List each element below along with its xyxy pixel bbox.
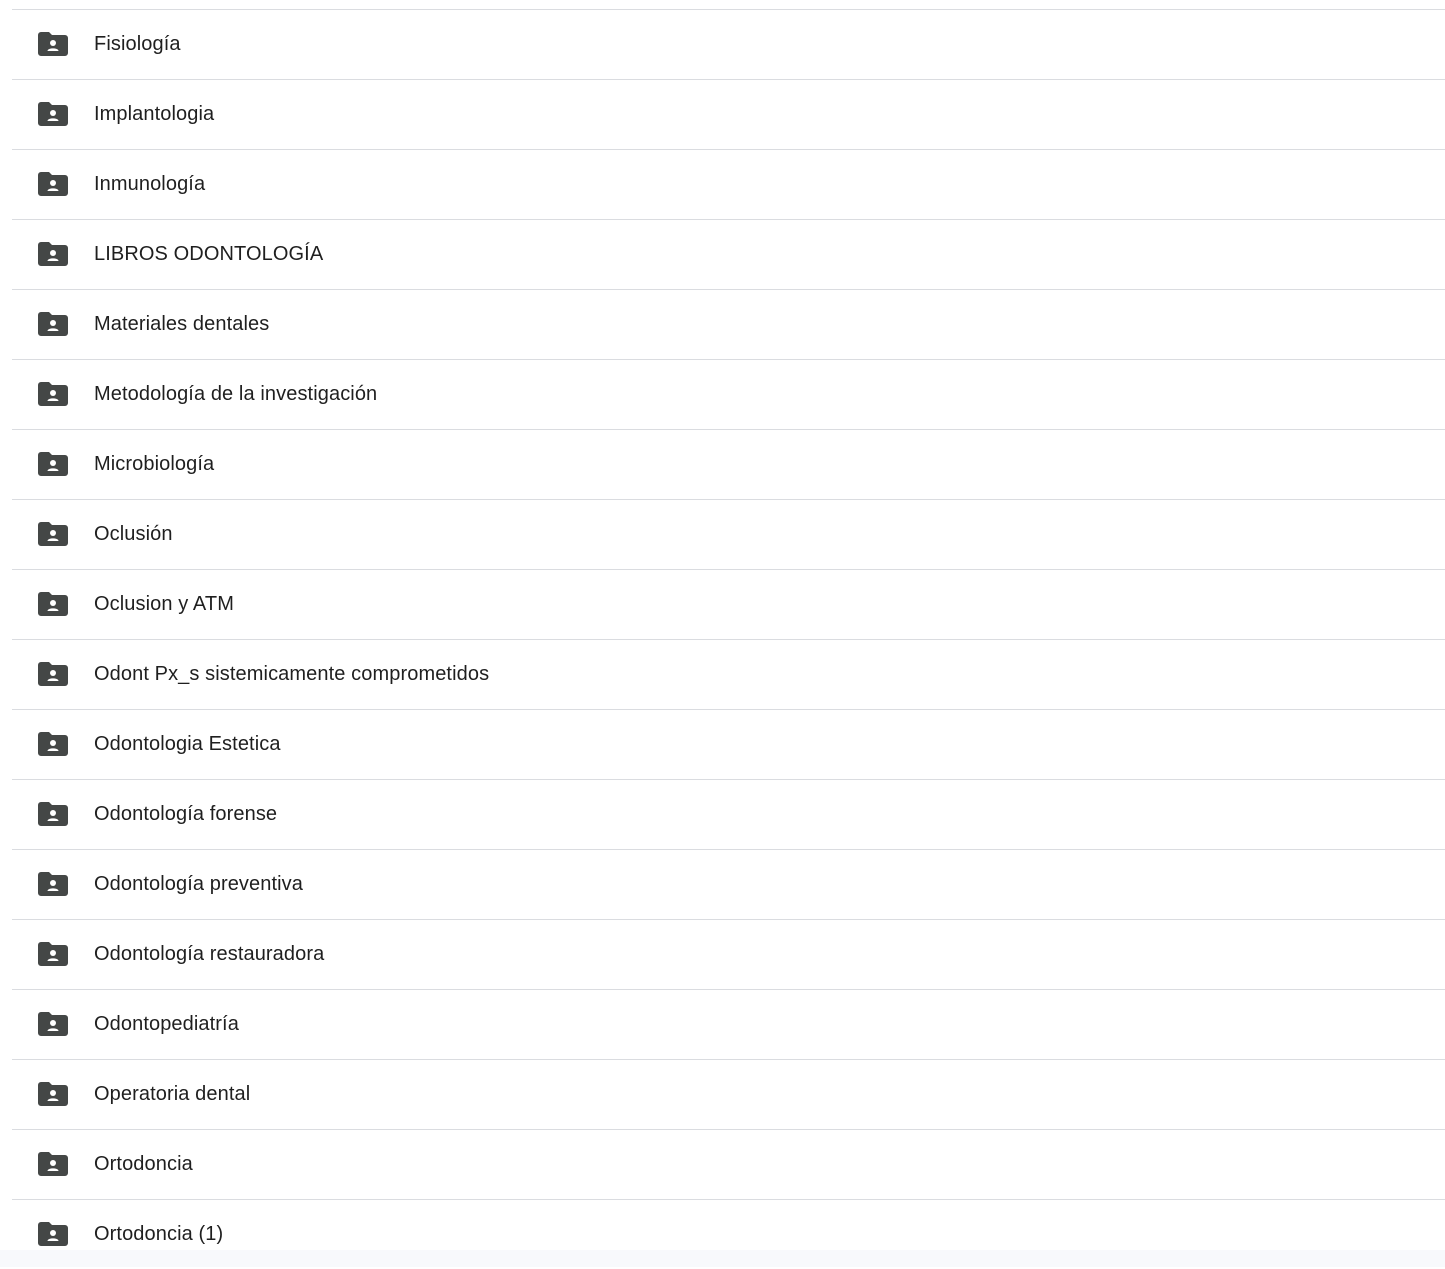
- folder-row[interactable]: [12, 1129, 1445, 1199]
- folder-row[interactable]: [12, 919, 1445, 989]
- shared-folder-icon: [38, 592, 68, 616]
- folder-name: Inmunología: [94, 173, 206, 195]
- folder-name: Operatoria dental: [94, 1083, 251, 1105]
- shared-folder-icon: [38, 732, 68, 756]
- folder-row[interactable]: [12, 149, 1445, 219]
- folder-list: [12, 9, 1445, 1269]
- shared-folder-icon: [38, 1222, 68, 1246]
- shared-folder-icon: [38, 312, 68, 336]
- folder-name: LIBROS ODONTOLOGÍA: [94, 243, 324, 265]
- shared-folder-icon: [38, 522, 68, 546]
- folder-row[interactable]: [12, 359, 1445, 429]
- folder-row[interactable]: [12, 709, 1445, 779]
- shared-folder-icon: [38, 382, 68, 406]
- shared-folder-icon: [38, 872, 68, 896]
- folder-name: Oclusión: [94, 523, 173, 545]
- folder-row[interactable]: [12, 79, 1445, 149]
- folder-row[interactable]: [12, 499, 1445, 569]
- shared-folder-icon: [38, 452, 68, 476]
- shared-folder-icon: [38, 662, 68, 686]
- shared-folder-icon: [38, 172, 68, 196]
- folder-row[interactable]: [12, 429, 1445, 499]
- folder-name: Odontopediatría: [94, 1013, 239, 1035]
- folder-row[interactable]: [12, 219, 1445, 289]
- folder-name: Fisiología: [94, 33, 181, 55]
- shared-folder-icon: [38, 1082, 68, 1106]
- folder-name: Oclusion y ATM: [94, 593, 234, 615]
- shared-folder-icon: [38, 1152, 68, 1176]
- folder-name: Metodología de la investigación: [94, 383, 378, 405]
- folder-row[interactable]: [12, 989, 1445, 1059]
- folder-row[interactable]: [12, 779, 1445, 849]
- shared-folder-icon: [38, 242, 68, 266]
- folder-name: Microbiología: [94, 453, 215, 475]
- folder-row[interactable]: [12, 289, 1445, 359]
- folder-name: Odontología forense: [94, 803, 278, 825]
- folder-name: Ortodoncia (1): [94, 1223, 224, 1245]
- shared-folder-icon: [38, 102, 68, 126]
- shared-folder-icon: [38, 942, 68, 966]
- folder-name: Materiales dentales: [94, 313, 270, 335]
- folder-name: Odontología restauradora: [94, 943, 325, 965]
- folder-name: Ortodoncia: [94, 1153, 193, 1175]
- folder-row[interactable]: [12, 569, 1445, 639]
- folder-name: Odontología preventiva: [94, 873, 304, 895]
- folder-row[interactable]: [12, 1059, 1445, 1129]
- bottom-bar: [0, 1250, 1445, 1267]
- folder-name: Odont Px_s sistemicamente comprometidos: [94, 663, 490, 685]
- folder-name: Odontologia Estetica: [94, 733, 281, 755]
- folder-row[interactable]: [12, 9, 1445, 79]
- folder-row[interactable]: [12, 639, 1445, 709]
- folder-name: Implantologia: [94, 103, 215, 125]
- shared-folder-icon: [38, 32, 68, 56]
- shared-folder-icon: [38, 802, 68, 826]
- shared-folder-icon: [38, 1012, 68, 1036]
- folder-row[interactable]: [12, 849, 1445, 919]
